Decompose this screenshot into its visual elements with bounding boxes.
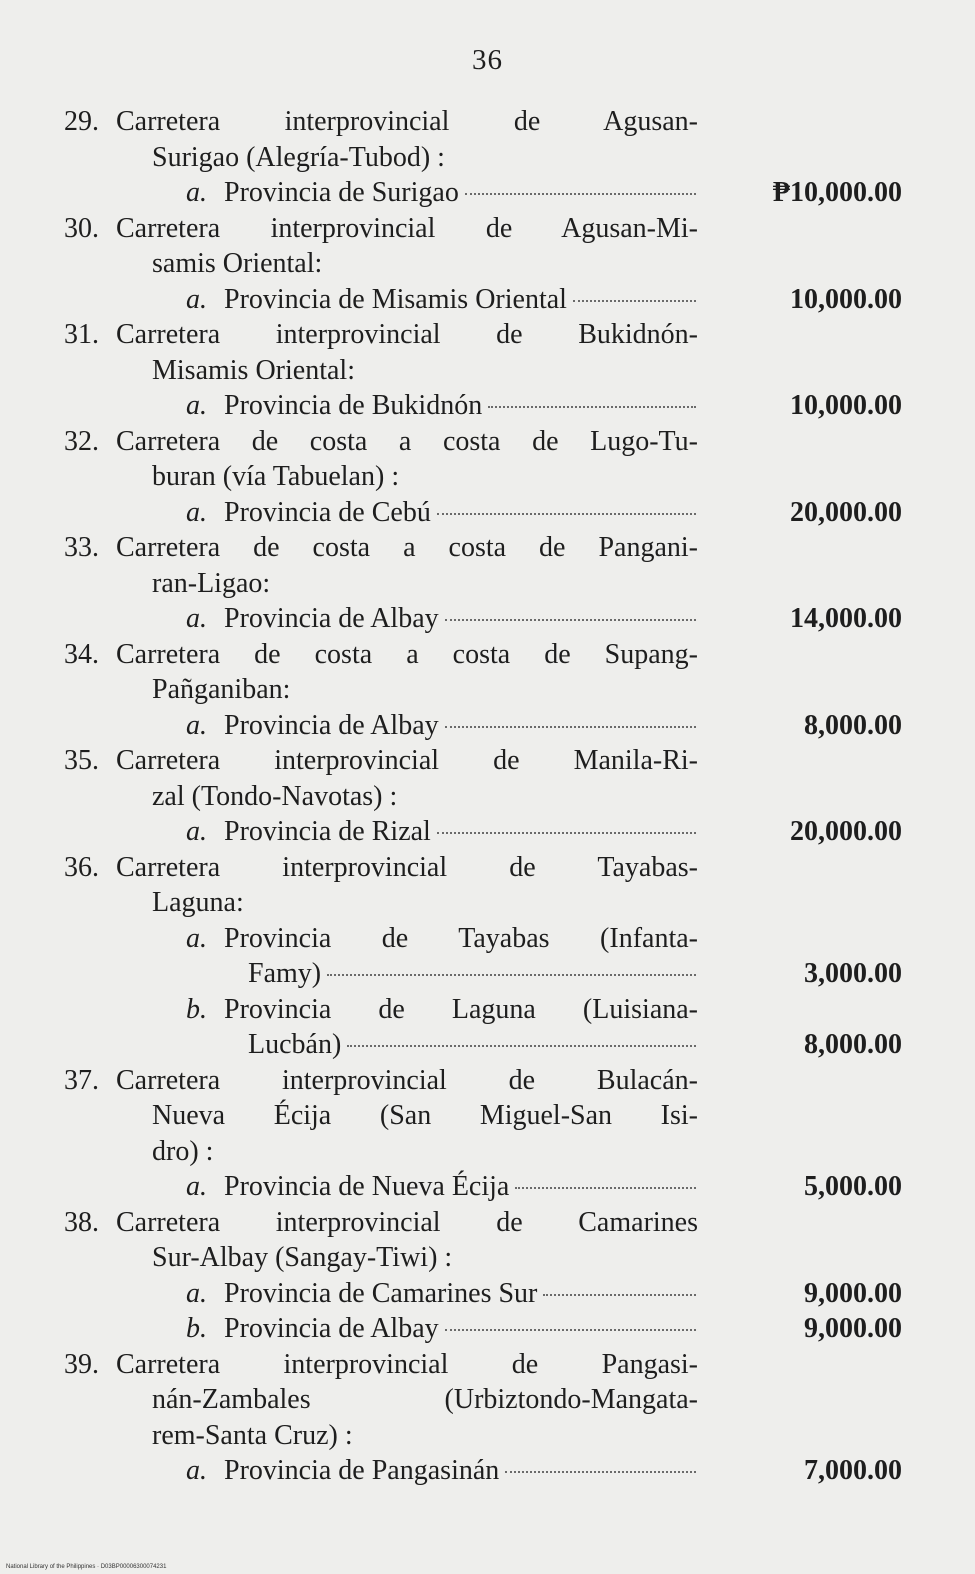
heading-text — [64, 637, 698, 673]
province-name: Provincia de Albay — [224, 1313, 439, 1344]
entry-heading-line — [0, 317, 975, 353]
amount-value: 10,000.00 — [790, 390, 902, 421]
province-line — [0, 175, 975, 211]
province-name: Provincia de Albay — [224, 709, 439, 741]
province-text — [186, 1311, 698, 1347]
entry-heading-line — [0, 1347, 975, 1383]
province-name: Famy) — [248, 958, 322, 989]
entry-number: 30. — [64, 212, 99, 244]
heading-text — [152, 1134, 698, 1170]
amount-value: 9,000.00 — [804, 1313, 902, 1344]
entry-heading: rem-Santa Cruz) : — [152, 1419, 353, 1451]
province-name: Provincia de Albay — [224, 603, 439, 634]
entry-heading-line — [0, 672, 975, 708]
dotted-leader — [437, 513, 696, 515]
heading-text — [152, 672, 698, 708]
entry-heading-line — [0, 424, 975, 460]
amount-value: 8,000.00 — [804, 1029, 902, 1060]
heading-text — [64, 1063, 698, 1099]
item-label: a. — [186, 177, 207, 208]
heading-text — [152, 1382, 698, 1418]
entry-number: 34. — [64, 638, 99, 670]
province-name: Provincia de Misamis Oriental — [224, 283, 567, 315]
heading-text — [64, 1347, 698, 1383]
province-name: Provincia de Nueva Écija — [224, 1171, 510, 1202]
entry-heading-line — [0, 1382, 975, 1418]
heading-text — [152, 566, 698, 602]
heading-text — [152, 1418, 698, 1454]
road-entry — [0, 104, 975, 211]
entry-heading-line — [0, 1063, 975, 1099]
entry-heading: Pañganiban: — [152, 674, 291, 705]
province-line — [0, 601, 975, 637]
entry-number: 37. — [64, 1064, 99, 1096]
entry-heading: Carretera de costa a costa de Pangani- — [116, 532, 698, 563]
item-label: a. — [186, 922, 207, 954]
province-name: Provincia de Tayabas (Infanta- — [224, 922, 698, 954]
amount-value: 20,000.00 — [790, 496, 902, 528]
dotted-leader — [573, 300, 696, 302]
entry-number: 35. — [64, 745, 99, 776]
heading-text — [64, 850, 698, 886]
heading-text — [152, 459, 698, 495]
province-name: Provincia de Surigao — [224, 177, 459, 208]
item-label: a. — [186, 283, 207, 315]
entry-heading-line — [0, 1098, 975, 1134]
road-entry — [0, 211, 975, 318]
entry-heading: nán-Zambales (Urbiztondo-Mangata- — [152, 1384, 698, 1415]
entry-heading: dro) : — [152, 1135, 214, 1167]
entry-heading-line — [0, 353, 975, 389]
road-entry — [0, 1205, 975, 1347]
province-line — [0, 992, 975, 1028]
entry-heading-line — [0, 211, 975, 247]
entry-heading-line — [0, 637, 975, 673]
entry-number: 32. — [64, 425, 99, 457]
item-label: a. — [186, 603, 207, 634]
dotted-leader — [327, 974, 696, 976]
province-name: Provincia de Camarines Sur — [224, 1277, 538, 1309]
item-label: a. — [186, 1171, 207, 1202]
province-text — [186, 1453, 698, 1489]
heading-text — [152, 1098, 698, 1134]
province-name: Provincia de Cebú — [224, 496, 431, 528]
amount-value: ₱10,000.00 — [772, 177, 902, 208]
item-label: a. — [186, 390, 207, 421]
entry-number: 39. — [64, 1348, 99, 1380]
province-text — [186, 708, 698, 744]
heading-text — [152, 885, 698, 921]
province-name: Provincia de Laguna (Luisiana- — [224, 993, 698, 1025]
province-name: Lucbán) — [248, 1029, 342, 1060]
road-entry — [0, 743, 975, 850]
entry-heading: Misamis Oriental: — [152, 354, 355, 386]
entry-heading: Carretera de costa a costa de Supang- — [116, 638, 698, 670]
province-text — [186, 921, 698, 957]
entry-heading: Carretera de costa a costa de Lugo-Tu- — [116, 425, 698, 457]
amount-value: 3,000.00 — [804, 958, 902, 989]
province-line — [0, 388, 975, 424]
entry-heading: Carretera interprovincial de Bukidnón- — [116, 319, 698, 350]
heading-text — [64, 317, 698, 353]
entry-heading-line — [0, 459, 975, 495]
entry-heading-line — [0, 743, 975, 779]
entry-heading-line — [0, 246, 975, 282]
road-entry — [0, 530, 975, 637]
entry-heading: Nueva Écija (San Miguel-San Isi- — [152, 1100, 698, 1131]
heading-text — [64, 743, 698, 779]
entry-number: 36. — [64, 851, 99, 883]
entry-heading: Surigao (Alegría-Tubod) : — [152, 141, 445, 173]
entry-heading-line — [0, 530, 975, 566]
province-text — [186, 388, 698, 424]
item-label: a. — [186, 496, 207, 528]
province-line — [0, 1276, 975, 1312]
province-text — [248, 956, 698, 992]
item-label: a. — [186, 1277, 207, 1309]
heading-text — [64, 211, 698, 247]
entry-heading-line — [0, 140, 975, 176]
province-line — [0, 282, 975, 318]
item-label: b. — [186, 993, 207, 1025]
province-text — [248, 1027, 698, 1063]
heading-text — [152, 1240, 698, 1276]
dotted-leader — [515, 1187, 696, 1189]
province-text — [186, 1276, 698, 1312]
dotted-leader — [445, 619, 696, 621]
entry-heading-line — [0, 1205, 975, 1241]
entry-heading: Sur-Albay (Sangay-Tiwi) : — [152, 1242, 453, 1273]
amount-value: 5,000.00 — [804, 1171, 902, 1202]
entry-heading-line — [0, 850, 975, 886]
entry-number: 31. — [64, 319, 99, 350]
entry-heading: Carretera interprovincial de Manila-Ri- — [116, 745, 698, 776]
heading-text — [64, 104, 698, 140]
province-text — [186, 601, 698, 637]
amount-value: 8,000.00 — [804, 709, 902, 741]
archive-footer: National Library of the Philippines · D03BP00006300074231 — [6, 1564, 167, 1570]
dotted-leader — [465, 193, 696, 195]
entry-heading: Carretera interprovincial de Agusan- — [116, 106, 698, 137]
entry-heading-line — [0, 104, 975, 140]
province-line — [0, 1453, 975, 1489]
entry-number: 33. — [64, 532, 99, 563]
entry-heading-line — [0, 885, 975, 921]
item-label: a. — [186, 816, 207, 847]
province-line — [0, 1169, 975, 1205]
entry-number: 29. — [64, 106, 99, 137]
entry-heading: Carretera interprovincial de Bulacán- — [116, 1064, 698, 1096]
item-label: a. — [186, 709, 207, 741]
province-text — [186, 495, 698, 531]
heading-text — [64, 424, 698, 460]
entry-heading: zal (Tondo-Navotas) : — [152, 780, 398, 812]
amount-value: 10,000.00 — [790, 283, 902, 315]
amount-value: 9,000.00 — [804, 1277, 902, 1309]
entry-heading: Carretera interprovincial de Camarines — [116, 1206, 698, 1238]
province-name: Provincia de Rizal — [224, 816, 431, 847]
road-entry — [0, 1063, 975, 1205]
road-entry — [0, 637, 975, 744]
province-line — [0, 956, 975, 992]
road-entry — [0, 850, 975, 1063]
amount-value: 14,000.00 — [790, 603, 902, 634]
entry-heading: Carretera interprovincial de Pangasi- — [116, 1348, 698, 1380]
item-label: a. — [186, 1455, 207, 1486]
heading-text — [64, 530, 698, 566]
road-entry — [0, 424, 975, 531]
dotted-leader — [543, 1294, 696, 1296]
province-line — [0, 495, 975, 531]
province-line — [0, 1027, 975, 1063]
province-line — [0, 708, 975, 744]
province-name: Provincia de Pangasinán — [224, 1455, 500, 1486]
province-text — [186, 175, 698, 211]
province-line — [0, 814, 975, 850]
entry-heading-line — [0, 1134, 975, 1170]
dotted-leader — [488, 406, 696, 408]
province-line — [0, 921, 975, 957]
heading-text — [152, 140, 698, 176]
entry-heading: buran (vía Tabuelan) : — [152, 461, 400, 492]
province-text — [186, 992, 698, 1028]
page-number: 36 — [472, 44, 503, 76]
heading-text — [152, 246, 698, 282]
province-text — [186, 1169, 698, 1205]
heading-text — [152, 353, 698, 389]
dotted-leader — [347, 1045, 696, 1047]
dotted-leader — [505, 1471, 696, 1473]
heading-text — [152, 779, 698, 815]
entry-heading-line — [0, 1418, 975, 1454]
heading-text — [64, 1205, 698, 1241]
entry-heading: ran-Ligao: — [152, 567, 271, 599]
dotted-leader — [445, 726, 696, 728]
entry-heading: Laguna: — [152, 887, 244, 918]
entry-heading-line — [0, 1240, 975, 1276]
amount-value: 7,000.00 — [804, 1455, 902, 1486]
amount-value: 20,000.00 — [790, 816, 902, 847]
appropriation-list — [0, 104, 975, 1489]
entry-heading-line — [0, 779, 975, 815]
entry-number: 38. — [64, 1206, 99, 1238]
province-text — [186, 814, 698, 850]
province-name: Provincia de Bukidnón — [224, 390, 483, 421]
entry-heading: Carretera interprovincial de Agusan-Mi- — [116, 212, 698, 244]
province-text — [186, 282, 698, 318]
road-entry — [0, 1347, 975, 1489]
province-line — [0, 1311, 975, 1347]
entry-heading: samis Oriental: — [152, 248, 323, 279]
entry-heading: Carretera interprovincial de Tayabas- — [116, 851, 698, 883]
item-label: b. — [186, 1313, 207, 1344]
entry-heading-line — [0, 566, 975, 602]
dotted-leader — [437, 832, 696, 834]
dotted-leader — [445, 1329, 696, 1331]
road-entry — [0, 317, 975, 424]
